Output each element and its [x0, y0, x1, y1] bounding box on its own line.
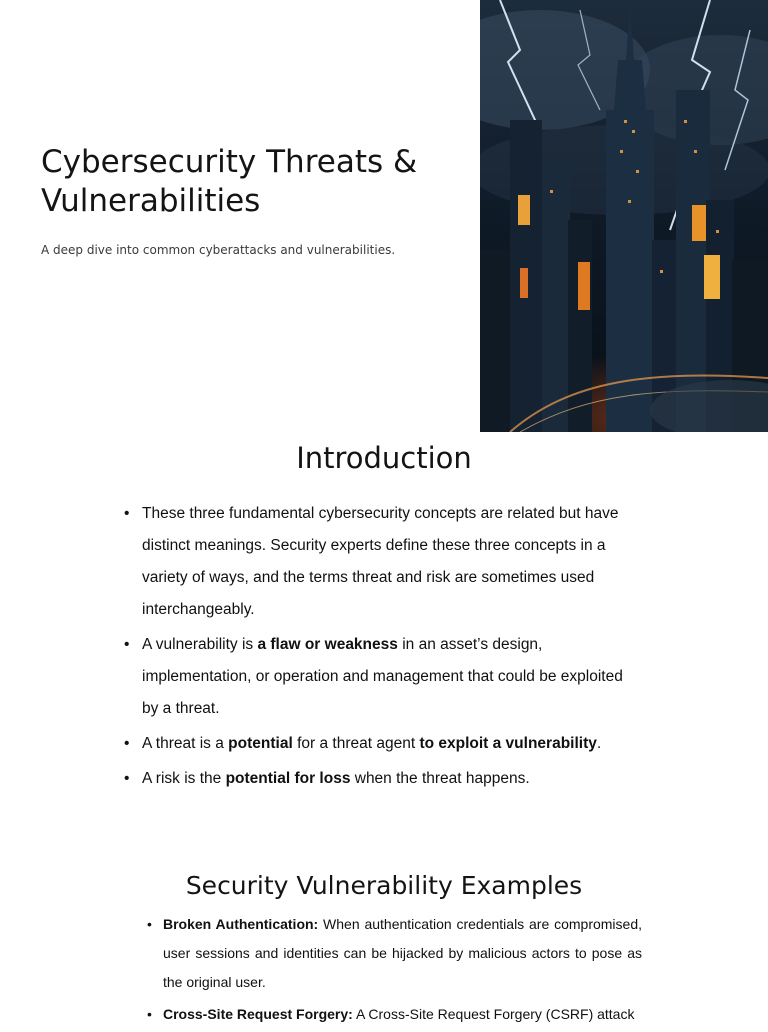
page-subtitle: A deep dive into common cyberattacks and vulnerabilities. [41, 243, 396, 257]
list-item: • A risk is the potential for loss when the threat happens. [124, 763, 640, 795]
section-title-introduction: Introduction [296, 441, 472, 475]
section-title-vulnerability-examples: Security Vulnerability Examples [185, 871, 583, 900]
list-item: • These three fundamental cybersecurity concepts are related but have distinct meanings. Security experts define these three concepts in a variety of ways, and the terms threat and risk are sometimes used interchangeably. [124, 498, 640, 626]
introduction-list [124, 498, 640, 798]
list-item: • A threat is a potential for a threat agent to exploit a vulnerability. [124, 728, 640, 760]
list-item: • Cross-Site Request Forgery: A Cross-Site Request Forgery (CSRF) attack [147, 1000, 642, 1029]
page-title: Cybersecurity Threats & Vulnerabilities [41, 144, 418, 219]
list-item: • A vulnerability is a flaw or weakness in an asset’s design, implementation, or operation and management that could be exploited by a threat. [124, 629, 640, 725]
list-item: • Broken Authentication: When authentication credentials are compromised, user sessions and identities can be hijacked by malicious actors to pose as the original user. [147, 910, 642, 997]
vulnerability-examples-list [147, 910, 642, 1032]
hero-image [480, 0, 768, 432]
